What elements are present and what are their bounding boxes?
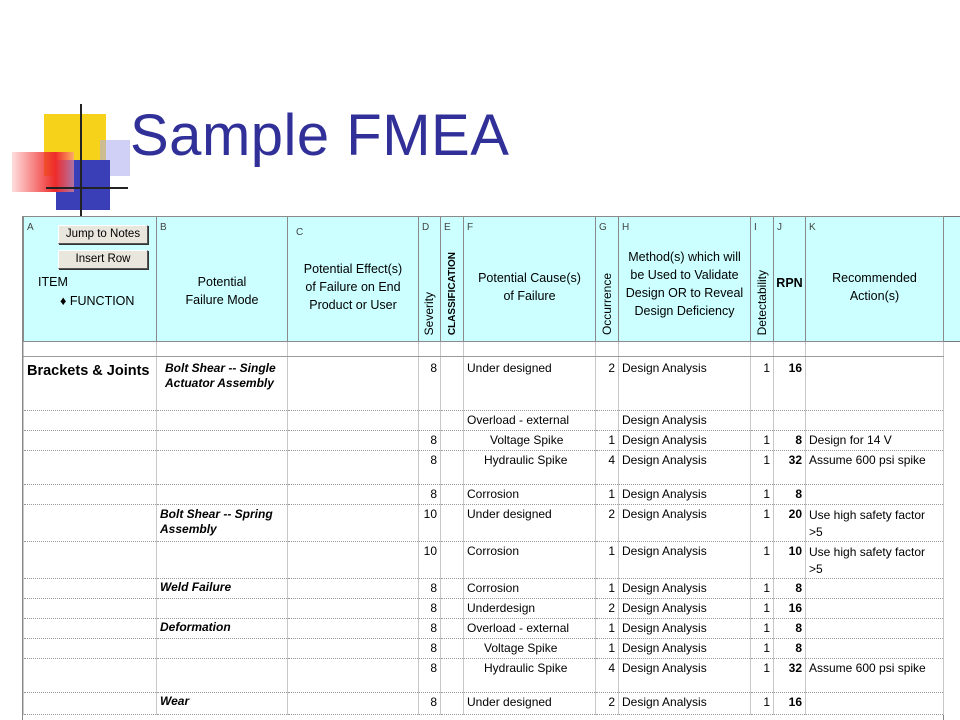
header-potential-label: Potential xyxy=(197,275,247,289)
header-occurrence xyxy=(596,217,619,342)
header-function-label: ♦ FUNCTION xyxy=(60,294,135,308)
effect-cell[interactable] xyxy=(288,411,419,431)
effect-cell[interactable] xyxy=(288,542,419,579)
item-cell[interactable] xyxy=(24,431,157,451)
action-cell[interactable] xyxy=(806,357,944,411)
col-letter-k: K xyxy=(809,222,816,233)
cause-cell[interactable]: Hydraulic Spike xyxy=(464,659,596,693)
header-rpn-label: RPN xyxy=(776,276,803,290)
action-cell[interactable] xyxy=(806,485,944,505)
col-letter-f: F xyxy=(467,222,474,233)
method-cell[interactable]: Design Analysis xyxy=(619,505,751,542)
classification-cell[interactable] xyxy=(441,485,464,505)
item-cell[interactable] xyxy=(24,599,157,619)
classification-cell[interactable] xyxy=(441,619,464,639)
rpn-cell[interactable]: 8 xyxy=(774,619,806,639)
detectability-cell[interactable]: 1 xyxy=(751,619,774,639)
action-cell[interactable] xyxy=(806,411,944,431)
occurrence-cell[interactable]: 2 xyxy=(596,599,619,619)
table-row[interactable] xyxy=(24,411,944,431)
col-letter-i: I xyxy=(754,222,757,233)
method-cell[interactable]: Design Analysis xyxy=(619,639,751,659)
failure-mode-cell[interactable]: Bolt Shear -- Single Actuator Assembly xyxy=(157,357,288,411)
table-row[interactable] xyxy=(24,485,944,505)
table-row[interactable] xyxy=(24,619,944,639)
item-cell[interactable] xyxy=(24,485,157,505)
header-detectability-label: Detectability xyxy=(754,269,769,335)
col-letter-g: G xyxy=(599,222,607,233)
header-occurrence-label: Occurrence xyxy=(599,272,614,335)
col-letter-c: C xyxy=(296,227,304,238)
severity-cell[interactable]: 8 xyxy=(419,659,441,693)
detectability-cell[interactable]: 1 xyxy=(751,485,774,505)
detectability-cell[interactable]: 1 xyxy=(751,542,774,579)
method-cell[interactable]: Design Analysis xyxy=(619,659,751,693)
table-row[interactable] xyxy=(24,505,944,542)
table-row[interactable] xyxy=(24,639,944,659)
severity-cell[interactable]: 8 xyxy=(419,639,441,659)
fmea-spreadsheet xyxy=(22,216,944,720)
failure-mode-cell[interactable]: Wear xyxy=(157,693,288,715)
table-row[interactable] xyxy=(24,659,944,693)
occurrence-cell[interactable]: 1 xyxy=(596,639,619,659)
action-cell[interactable]: Use high safety factor >5 xyxy=(806,505,944,542)
cause-cell[interactable]: Underdesign xyxy=(464,599,596,619)
severity-cell[interactable]: 8 xyxy=(419,357,441,411)
occurrence-cell[interactable]: 1 xyxy=(596,431,619,451)
header-cause xyxy=(464,217,596,342)
failure-mode-cell[interactable] xyxy=(157,639,288,659)
header-classification-label: CLASSIFICATION xyxy=(446,251,458,335)
detectability-cell[interactable]: 1 xyxy=(751,431,774,451)
detectability-cell[interactable]: 1 xyxy=(751,639,774,659)
occurrence-cell[interactable]: 4 xyxy=(596,659,619,693)
cause-cell[interactable]: Voltage Spike xyxy=(464,431,596,451)
action-cell[interactable] xyxy=(806,599,944,619)
detectability-cell[interactable]: 1 xyxy=(751,693,774,715)
header-severity-label: Severity xyxy=(422,291,436,335)
item-cell[interactable] xyxy=(24,619,157,639)
title-decoration-red xyxy=(12,152,74,192)
method-cell[interactable]: Design Analysis xyxy=(619,485,751,505)
failure-mode-cell[interactable] xyxy=(157,431,288,451)
severity-cell[interactable]: 8 xyxy=(419,485,441,505)
header-classification xyxy=(441,217,464,342)
header-detectability xyxy=(751,217,774,342)
detectability-cell[interactable]: 1 xyxy=(751,659,774,693)
method-cell[interactable]: Design Analysis xyxy=(619,357,751,411)
header-method-label: Method(s) which will be Used to Validate Design OR to Reveal Design Deficiency xyxy=(625,250,744,318)
effect-cell[interactable] xyxy=(288,659,419,693)
failure-mode-cell[interactable] xyxy=(157,451,288,485)
severity-cell[interactable]: 8 xyxy=(419,579,441,599)
header-method xyxy=(619,217,751,342)
method-cell[interactable]: Design Analysis xyxy=(619,619,751,639)
effect-cell[interactable] xyxy=(288,693,419,715)
method-cell[interactable]: Design Analysis xyxy=(619,599,751,619)
rpn-cell[interactable]: 8 xyxy=(774,431,806,451)
action-cell[interactable]: Use high safety factor >5 xyxy=(806,542,944,579)
effect-cell[interactable] xyxy=(288,431,419,451)
item-cell[interactable] xyxy=(24,693,157,715)
action-cell[interactable]: Design for 14 V xyxy=(806,431,944,451)
severity-cell[interactable] xyxy=(419,411,441,431)
occurrence-cell[interactable]: 2 xyxy=(596,357,619,411)
method-cell[interactable]: Design Analysis xyxy=(619,431,751,451)
header-cause-label: Potential Cause(s) of Failure xyxy=(478,271,581,303)
occurrence-cell[interactable] xyxy=(596,411,619,431)
effect-cell[interactable] xyxy=(288,357,419,411)
title-decoration-hline xyxy=(46,187,128,189)
col-letter-j: J xyxy=(777,222,782,233)
rpn-cell[interactable]: 8 xyxy=(774,579,806,599)
effect-cell[interactable] xyxy=(288,639,419,659)
effect-cell[interactable] xyxy=(288,579,419,599)
table-row[interactable] xyxy=(24,579,944,599)
failure-mode-cell[interactable] xyxy=(157,659,288,693)
detectability-cell[interactable]: 1 xyxy=(751,579,774,599)
jump-to-notes-button[interactable]: Jump to Notes xyxy=(58,225,148,244)
failure-mode-cell[interactable] xyxy=(157,599,288,619)
occurrence-cell[interactable]: 1 xyxy=(596,619,619,639)
fmea-table xyxy=(23,216,944,715)
col-letter-d: D xyxy=(422,222,430,233)
failure-mode-cell[interactable] xyxy=(157,542,288,579)
effect-cell[interactable] xyxy=(288,485,419,505)
occurrence-cell[interactable]: 2 xyxy=(596,693,619,715)
header-severity xyxy=(419,217,441,342)
item-cell[interactable]: Brackets & Joints xyxy=(24,357,157,411)
classification-cell[interactable] xyxy=(441,431,464,451)
method-cell[interactable]: Design Analysis xyxy=(619,579,751,599)
rpn-cell[interactable]: 8 xyxy=(774,639,806,659)
header-rpn xyxy=(774,217,806,342)
effect-cell[interactable] xyxy=(288,505,419,542)
header-action-label: Recommended Action(s) xyxy=(832,271,917,303)
severity-cell[interactable]: 8 xyxy=(419,619,441,639)
occurrence-cell[interactable]: 1 xyxy=(596,542,619,579)
method-cell[interactable]: Design Analysis xyxy=(619,542,751,579)
table-row[interactable] xyxy=(24,599,944,619)
cause-cell[interactable]: Corrosion xyxy=(464,579,596,599)
rpn-cell[interactable] xyxy=(774,411,806,431)
item-cell[interactable] xyxy=(24,579,157,599)
header-failure-mode xyxy=(157,217,288,342)
cause-cell[interactable]: Under designed xyxy=(464,505,596,542)
detectability-cell[interactable] xyxy=(751,411,774,431)
header-action xyxy=(806,217,944,342)
rpn-cell[interactable]: 16 xyxy=(774,599,806,619)
detectability-cell[interactable]: 1 xyxy=(751,451,774,485)
cause-cell[interactable]: Overload - external xyxy=(464,411,596,431)
rpn-cell[interactable]: 32 xyxy=(774,451,806,485)
table-row[interactable] xyxy=(24,357,944,411)
action-cell[interactable] xyxy=(806,619,944,639)
item-cell[interactable] xyxy=(24,411,157,431)
rpn-cell[interactable]: 20 xyxy=(774,505,806,542)
severity-cell[interactable]: 8 xyxy=(419,431,441,451)
occurrence-cell[interactable]: 1 xyxy=(596,579,619,599)
item-cell[interactable] xyxy=(24,505,157,542)
classification-cell[interactable] xyxy=(441,659,464,693)
severity-cell[interactable]: 8 xyxy=(419,693,441,715)
table-row[interactable] xyxy=(24,542,944,579)
severity-cell[interactable]: 10 xyxy=(419,505,441,542)
cause-cell[interactable]: Under designed xyxy=(464,693,596,715)
detectability-cell[interactable]: 1 xyxy=(751,599,774,619)
action-cell[interactable] xyxy=(806,579,944,599)
header-item-label: ITEM xyxy=(38,275,68,289)
classification-cell[interactable] xyxy=(441,579,464,599)
next-column-header xyxy=(942,216,960,342)
col-letter-a: A xyxy=(27,222,34,233)
effect-cell[interactable] xyxy=(288,599,419,619)
cause-cell[interactable]: Corrosion xyxy=(464,485,596,505)
rpn-cell[interactable]: 8 xyxy=(774,485,806,505)
item-cell[interactable] xyxy=(24,639,157,659)
method-cell[interactable]: Design Analysis xyxy=(619,411,751,431)
rpn-cell[interactable]: 32 xyxy=(774,659,806,693)
slide-title: Sample FMEA xyxy=(130,103,510,168)
rpn-cell[interactable]: 16 xyxy=(774,357,806,411)
action-cell[interactable]: Assume 600 psi spike xyxy=(806,659,944,693)
failure-mode-cell[interactable]: Deformation xyxy=(157,619,288,639)
insert-row-button[interactable]: Insert Row xyxy=(58,250,148,269)
classification-cell[interactable] xyxy=(441,451,464,485)
item-cell[interactable] xyxy=(24,451,157,485)
header-failure-mode-label: Failure Mode xyxy=(185,293,259,307)
occurrence-cell[interactable]: 1 xyxy=(596,485,619,505)
header-item xyxy=(24,217,157,342)
table-row[interactable] xyxy=(24,693,944,715)
cause-cell[interactable]: Corrosion xyxy=(464,542,596,579)
header-effect-label: Potential Effect(s) of Failure on End Product or User xyxy=(303,262,403,312)
col-letter-e: E xyxy=(444,222,451,233)
method-cell[interactable]: Design Analysis xyxy=(619,451,751,485)
rpn-cell[interactable]: 16 xyxy=(774,693,806,715)
failure-mode-cell[interactable] xyxy=(157,485,288,505)
classification-cell[interactable] xyxy=(441,599,464,619)
effect-cell[interactable] xyxy=(288,451,419,485)
title-decoration-vline xyxy=(80,104,82,216)
table-row[interactable] xyxy=(24,431,944,451)
failure-mode-cell[interactable] xyxy=(157,411,288,431)
table-row[interactable] xyxy=(24,451,944,485)
detectability-cell[interactable]: 1 xyxy=(751,505,774,542)
severity-cell[interactable]: 8 xyxy=(419,451,441,485)
header-row xyxy=(24,217,944,342)
severity-cell[interactable]: 10 xyxy=(419,542,441,579)
failure-mode-cell[interactable]: Weld Failure xyxy=(157,579,288,599)
cause-cell[interactable]: Overload - external xyxy=(464,619,596,639)
detectability-cell[interactable]: 1 xyxy=(751,357,774,411)
classification-cell[interactable] xyxy=(441,357,464,411)
spacer-row xyxy=(24,342,944,357)
col-letter-b: B xyxy=(160,222,167,233)
action-cell[interactable] xyxy=(806,693,944,715)
classification-cell[interactable] xyxy=(441,639,464,659)
classification-cell[interactable] xyxy=(441,505,464,542)
cause-cell[interactable]: Under designed xyxy=(464,357,596,411)
next-column-edge xyxy=(942,216,960,720)
classification-cell[interactable] xyxy=(441,693,464,715)
occurrence-cell[interactable]: 4 xyxy=(596,451,619,485)
cause-cell[interactable]: Voltage Spike xyxy=(464,639,596,659)
classification-cell[interactable] xyxy=(441,411,464,431)
rpn-cell[interactable]: 10 xyxy=(774,542,806,579)
occurrence-cell[interactable]: 2 xyxy=(596,505,619,542)
action-cell[interactable] xyxy=(806,639,944,659)
failure-mode-cell[interactable]: Bolt Shear -- Spring Assembly xyxy=(157,505,288,542)
cause-cell[interactable]: Hydraulic Spike xyxy=(464,451,596,485)
col-letter-h: H xyxy=(622,222,630,233)
action-cell[interactable]: Assume 600 psi spike xyxy=(806,451,944,485)
item-cell[interactable] xyxy=(24,659,157,693)
header-effect xyxy=(288,217,419,342)
item-cell[interactable] xyxy=(24,542,157,579)
severity-cell[interactable]: 8 xyxy=(419,599,441,619)
classification-cell[interactable] xyxy=(441,542,464,579)
method-cell[interactable]: Design Analysis xyxy=(619,693,751,715)
effect-cell[interactable] xyxy=(288,619,419,639)
